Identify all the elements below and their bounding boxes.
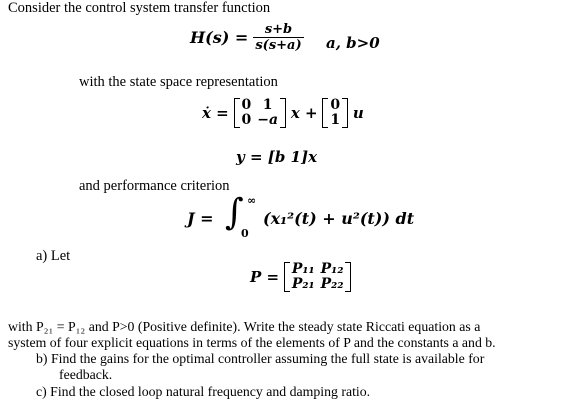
tf-fraction: [253, 22, 303, 53]
part-b-text-line2: feedback.: [59, 367, 113, 382]
a21: 0: [241, 112, 252, 128]
part-c-text: c) Find the closed loop natural frequency and damping ratio.: [36, 384, 371, 399]
a22: −a: [257, 112, 279, 128]
intro-text: Consider the control system transfer function: [8, 0, 271, 16]
matrix-b: [322, 98, 348, 128]
state-eq-u: u: [352, 104, 364, 122]
p12: P₁₂: [320, 261, 344, 277]
b1: 0: [330, 97, 341, 113]
state-equation: [202, 98, 364, 128]
state-eq-lhs: ẋ =: [202, 104, 229, 122]
tf-denominator: s(s+a): [255, 38, 302, 53]
output-equation: y = [b 1]x: [236, 148, 318, 166]
integral-upper-limit: ∞: [247, 194, 257, 207]
p22: P₂₂: [320, 276, 344, 292]
integral-lower-limit: 0: [241, 227, 249, 240]
matrix-a: [234, 98, 287, 128]
p-matrix-equation: [250, 262, 351, 292]
tf-numerator: s+b: [264, 22, 293, 37]
p-lhs: P =: [250, 268, 280, 286]
part-b-text-line1: b) Find the gains for the optimal controller assuming the full state is available for: [36, 351, 485, 366]
criterion-text: and performance criterion: [79, 178, 230, 194]
cost-integrand: (x₁²(t) + u²(t)) dt: [263, 209, 415, 228]
transfer-function-equation: [190, 22, 304, 53]
part-a-text-line1: with P₂₁ = P₁₂ and P>0 (Positive definite). Write the steady state Riccati equation as a: [8, 319, 481, 334]
a11: 0: [241, 97, 252, 113]
p21: P₂₁: [291, 276, 315, 292]
cost-equation: [187, 194, 437, 244]
part-a-label: a) Let: [36, 248, 71, 264]
state-eq-x: x +: [290, 104, 318, 122]
part-a-text-line2: system of four explicit equations in terms of the elements of P and the constants a and b.: [8, 335, 496, 350]
tf-condition: a, b>0: [326, 34, 380, 52]
integral-sign: ∫: [225, 192, 244, 233]
b2: 1: [330, 112, 341, 128]
cost-lhs: J =: [187, 209, 214, 228]
p11: P₁₁: [291, 261, 315, 277]
matrix-p: [284, 262, 352, 292]
state-space-text: with the state space representation: [79, 74, 278, 90]
a12: 1: [262, 97, 273, 113]
tf-lhs: H(s) =: [190, 28, 249, 47]
